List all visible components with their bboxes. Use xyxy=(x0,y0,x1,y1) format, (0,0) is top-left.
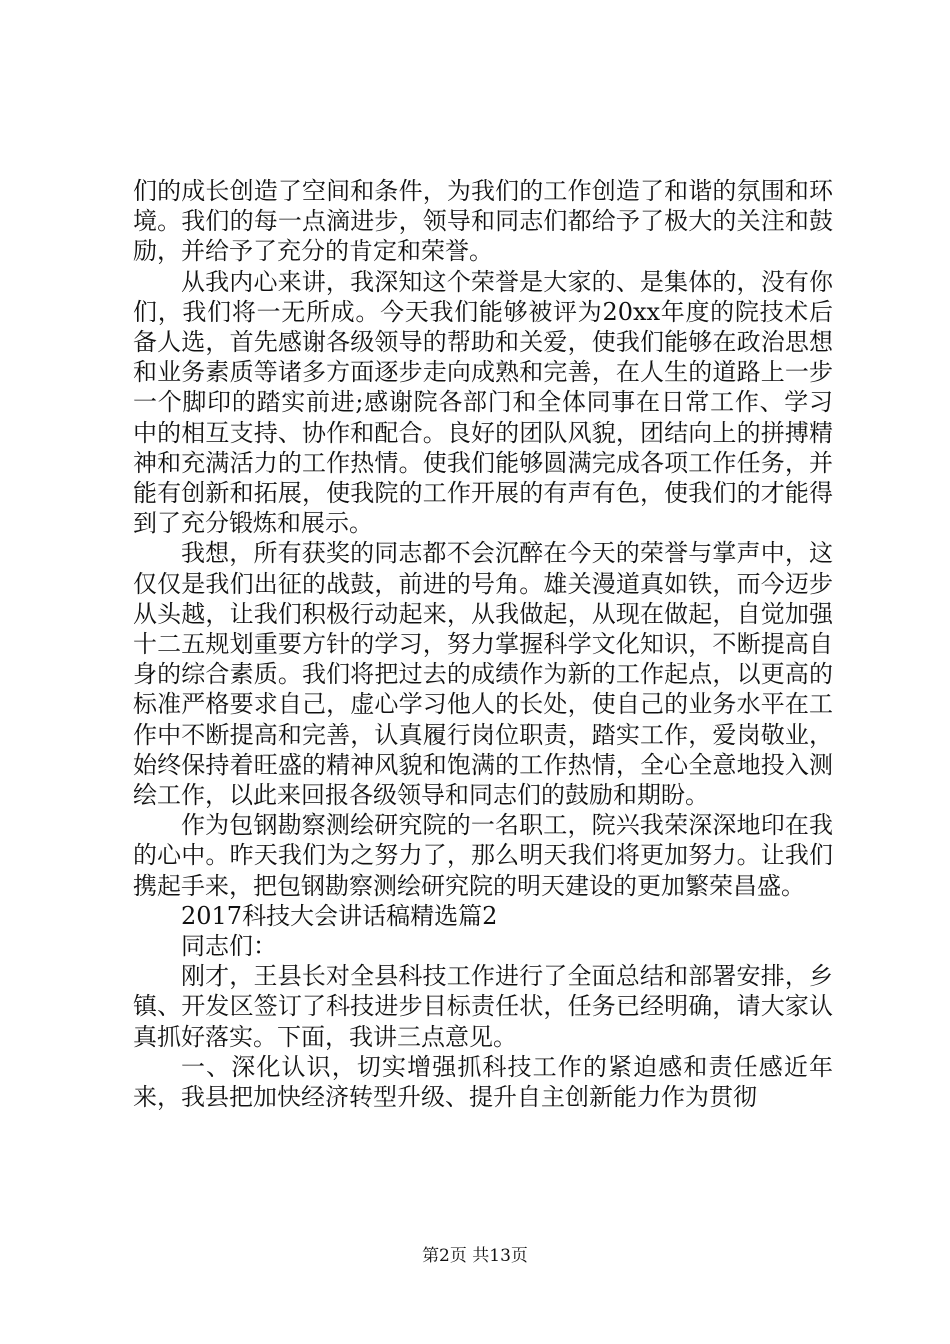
paragraph: 一、深化认识，切实增强抓科技工作的紧迫感和责任感近年来，我县把加快经济转型升级、提升自主创新能力作为贯彻 xyxy=(133,1052,833,1112)
paragraph: 刚才，王县长对全县科技工作进行了全面总结和部署安排，乡镇、开发区签订了科技进步目标责任状，任务已经明确，请大家认真抓好落实。下面，我讲三点意见。 xyxy=(133,962,833,1051)
paragraph: 我想，所有获奖的同志都不会沉醉在今天的荣誉与掌声中，这仅仅是我们出征的战鼓，前进的号角。雄关漫道真如铁，而今迈步从头越，让我们积极行动起来，从我做起，从现在做起，自觉加强十二五规划重要方针的学习，努力掌握科学文化知识，不断提高自身的综合素质。我们将把过去的成绩作为新的工作起点，以更高的标准严格要求自己，虚心学习他人的长处，使自己的业务水平在工作中不断提高和完善，认真履行岗位职责，踏实工作，爱岗敬业，始终保持着旺盛的精神风貌和饱满的工作热情，全心全意地投入测绘工作，以此来回报各级领导和同志们的鼓励和期盼。 xyxy=(133,539,833,810)
section-heading: 2017科技大会讲话稿精选篇2 xyxy=(181,901,498,930)
paragraph: 从我内心来讲，我深知这个荣誉是大家的、是集体的，没有你们，我们将一无所成。今天我们能够被评为20xx年度的院技术后备人选，首先感谢各级领导的帮助和关爱，使我们能够在政治思想和业务素质等诸多方面逐步走向成熟和完善，在人生的道路上一步一个脚印的踏实前进;感谢院各部门和全体同事在日常工作、学习中的相互支持、协作和配合。良好的团队风貌，团结向上的拼搏精神和充满活力的工作热情。使我们能够圆满完成各项工作任务，并能有创新和拓展，使我院的工作开展的有声有色，使我们的才能得到了充分锻炼和展示。 xyxy=(133,267,833,538)
document-body xyxy=(133,176,833,1112)
paragraph-continuation: 们的成长创造了空间和条件，为我们的工作创造了和谐的氛围和环境。我们的每一点滴进步，领导和同志们都给予了极大的关注和鼓励，并给予了充分的肯定和荣誉。 xyxy=(133,177,833,266)
salutation: 同志们： xyxy=(181,932,277,961)
paragraph: 作为包钢勘察测绘研究院的一名职工，院兴我荣深深地印在我的心中。昨天我们为之努力了，那么明天我们将更加努力。让我们携起手来，把包钢勘察测绘研究院的明天建设的更加繁荣昌盛。 xyxy=(133,811,833,900)
page-number-footer: 第2页 共13页 xyxy=(422,1246,528,1266)
